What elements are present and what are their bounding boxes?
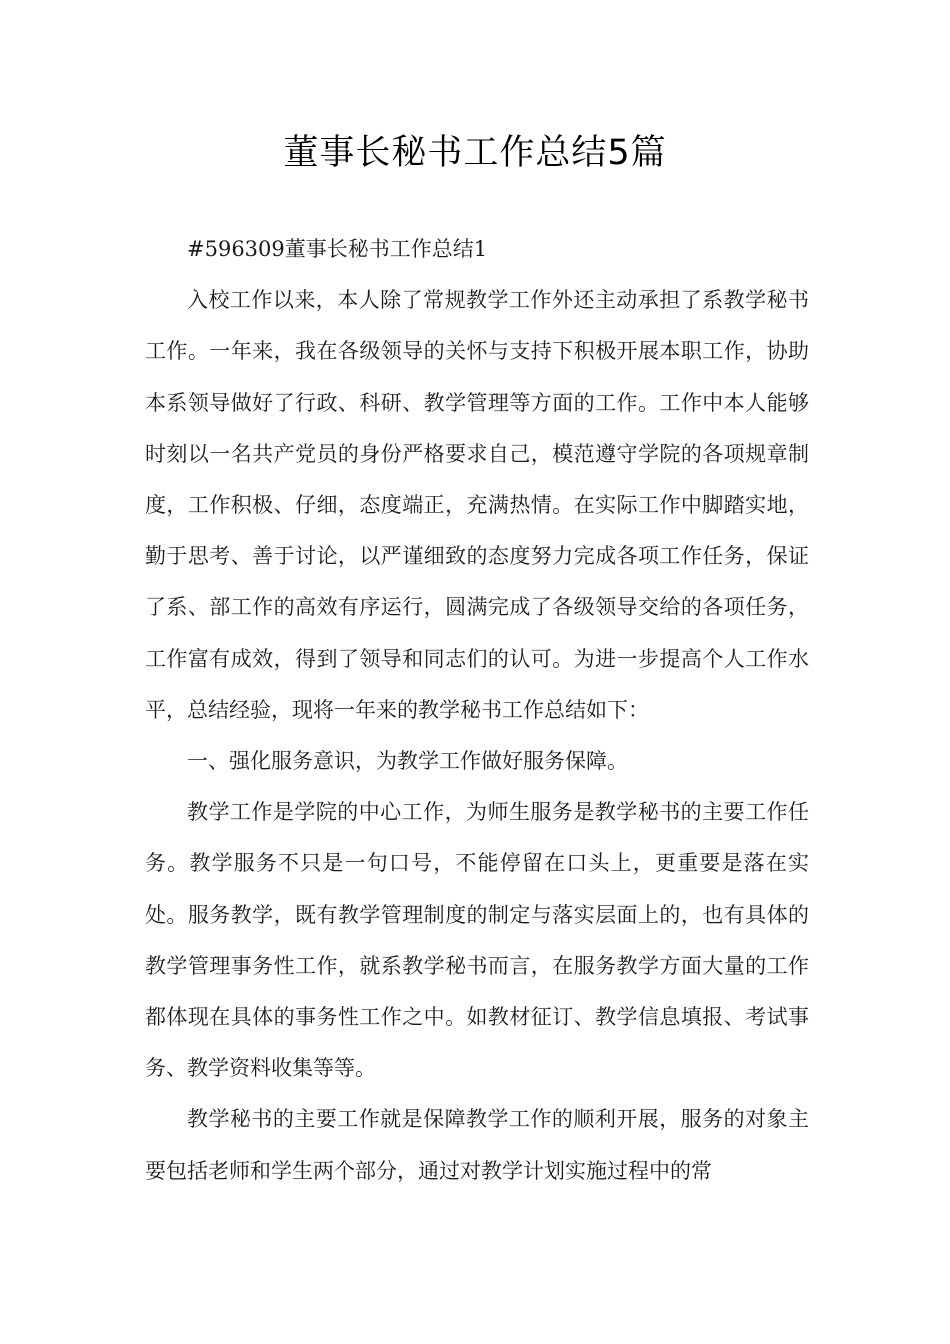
body-paragraph: 入校工作以来，本人除了常规教学工作外还主动承担了系教学秘书工作。一年来，我在各级领导的关怀与支持下积极开展本职工作，协助本系领导做好了行政、科研、教学管理等方面的工作。工作中本人能够时刻以一名共产党员的身份严格要求自己，模范遵守学院的各项规章制度，工作积极、仔细，态度端正，充满热情。在实际工作中脚踏实地，勤于思考、善于讨论，以严谨细致的态度努力完成各项工作任务，保证了系、部工作的高效有序运行，圆满完成了各级领导交给的各项任务，工作富有成效，得到了领导和同志们的认可。为进一步提高个人工作水平，总结经验，现将一年来的教学秘书工作总结如下： [145,288,809,722]
body-paragraph: 教学秘书的主要工作就是保障教学工作的顺利开展，服务的对象主要包括老师和学生两个部分，通过对教学计划实施过程中的常 [145,1107,809,1183]
document-body [145,224,809,1197]
document-title: 董事长秘书工作总结5篇 [283,133,667,173]
numbered-heading: 一、强化服务意识，为教学工作做好服务保障。 [187,749,628,774]
body-paragraph: 教学工作是学院的中心工作，为师生服务是教学秘书的主要工作任务。教学服务不只是一句口号，不能停留在口头上，更重要是落在实处。服务教学，既有教学管理制度的制定与落实层面上的，也有具体的教学管理事务性工作，就系教学秘书而言，在服务教学方面大量的工作都体现在具体的事务性工作之中。如教材征订、教学信息填报、考试事务、教学资料收集等等。 [145,800,809,1081]
section-heading: #596309董事长秘书工作总结1 [187,237,488,261]
